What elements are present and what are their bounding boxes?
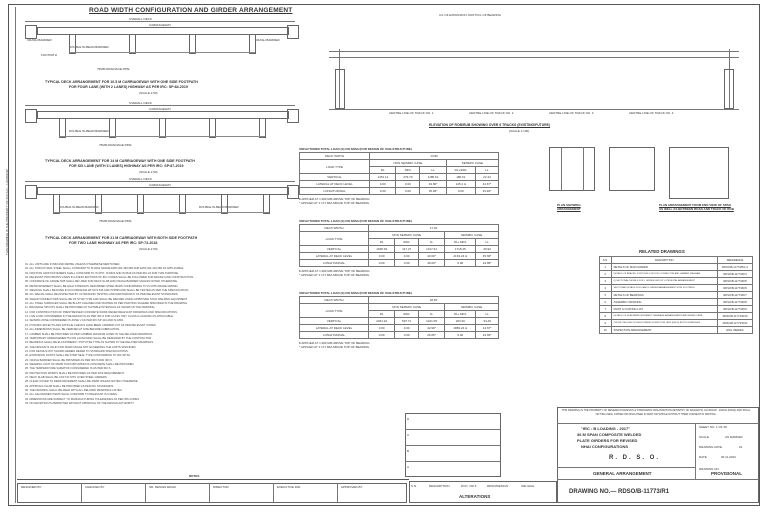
alterations-label: ALTERATIONS: [459, 494, 491, 499]
drawing-sheet: THIS DRAWING IS THE PROPERTY OF R.D.S.O. - LUCKNOW ROAD WIDTH CONFIGURATION AND GIRDER ARRANGEMENT OVERALL DECK CRASH BARRIER CRASH BARRIER CARRIAGEWAY DOUBLE W-BEAM BARRIER FOOTPATH 75MM DRAINAGE PIPE TYPICAL DECK ARRANGEMENT FOR 10.5 M CARRIAGEWAY WITH ONE SIDE FOOTPATH FOR FOUR LANE (WITH 2 LANES) HIGHWAY AS PER IRC: SP:84-2019 (SCALE 1:50) OVERALL DECK CARRIAGEWAY DOUBLE W-BEAM BARRIER 75MM DRAINAGE PIPE TYPICAL DECK ARRANGEMENT FOR 14 M CARRIAGEWAY WITH ONE SIDE FOOTPATH FOR SIX LANE (WITH 3 LANES) HIGHWAY AS PER IRC: SP:87-2019 (SCALE 1:50) OVERALL DECK CARRIAGEWAY DOUBLE W-BEAM BARRIER DOUBLE W-BEAM BARRIER 75MM DRAINAGE PIPE TYPICAL DECK ARRANGEMENT FOR 21 M CARRIAGEWAY WITH BOTH SIDE FOOTPATH FOR TWO LANE HIGHWAY AS PER IRC: SP:73-2018 (SCALE 1:50) C/L OF EXPANSION JOINT/C/L OF BEARING CENTRE LINE OF TRACK NO. 1 CENTRE LINE OF TRACK NO. 2 CENTRE LINE OF TRACK NO. 3 CENTRE LINE OF TRACK NO. 4 ELEVATION OF ROB/RUB SHOWING OVER 6 TRACKS (EXISTING/FUTURE) (SCALE 1:100) UNFACTORED TOTAL LOAD (S) ON SPAN (FOR DESIGN OF SUB-STRUCTURE) DECK WIDTH 13.80 LOAD TYPE NON SEISMIC CASE SEISMIC CASE DL SIDL LL DL+SIDL LL VERTICAL 1451.11 279.79 1185.61 186.61 22.44 LATERAL AT DECK LEVEL 0.00 0.00 43.60* 145.2 & 44.67* LONGITUDINAL 0.00 0.00 35.92* 0.00 23.94* $ APPLIED AT 1.960 MM ABOVE TOP OF BEARING * APPLIED AT 1.171 MM ABOVE TOP OF BEARING UNFACTORED TOTAL LOAD (S) ON SPAN (FOR DESIGN OF SUB-STRUCTURE) DECK WIDTH 17.30 LOAD TYPE NON SEISMIC CASE SEISMIC CASE DL SIDL LL DL+SIDL LL VERTICAL 1938.49 417.27 1317.61 1718.45 29.92 LATERAL AT DECK LEVEL 0.00 0.00 43.60* 2163.24 & 45.66* LONGITUDINAL 0.00 0.00 46.60* 0.00 24.86* $ APPLIED AT 1.960 MM ABOVE TOP OF BEARING * APPLIED AT 1.171 MM ABOVE TOP OF BEARING UNFACTORED TOTAL LOAD (S) ON SPAN (FOR DESIGN OF SUB-STRUCTURE) DECK WIDTH 18.50 LOAD TYPE NON SEISMIC CASE SEISMIC CASE DL SIDL LL DL+SIDL LL VERTICAL 2461.91 597.71 1241.05 183.30 34.49 LATERAL AT DECK LEVEL 0.00 0.00 42.99* 1883.24 & 44.67* LONGITUDINAL 0.00 0.00 26.66* 0.00 24.66* $ APPLIED AT 1.960 MM ABOVE TOP OF BEARING * APPLIED AT 1.171 MM ABOVE TOP OF BEARING PLAN SHOWING ARRANGEMENT PLAN ARRANGEMENT FROM END VIEW OF SPAN AS WELL AS BETWEEN ROAD AND TRACK OF ROB RELATED DRAWINGS S.N. DESCRIPTION REFERENCE 1 DETAILS OF MAIN GIRDER RDSO/B-11773/R/1-3 2 DETAILS OF BRACED JOINT (FIELD SPLICE) CONNECTOR AND CAMBER DIAGRAM RDSO/B-11773/R/4 3 (I) SECTIONAL DETAILS FOR I- GIRDER LAYOUT & PEDESTAL ARRANGEMENT RDSO/B-11773/R/5 4 SECTIONAL DETAILS FOR 4 AND 6 GIRDER ARRANGEMENT WITH FOOTPATH RDSO/B-11773/R/6 5 DETAILS OF BEARINGS RDSO/B-11773/R/7 6 ASSEMBLY DRAWING RDSO/B-11773/R/8 7 PAINT & COATING LIST RDSO/B-11773/R/9 8 DETAILS OF SLAB REINFORCEMENT, DRAINAGE ARRANGEMENT AND RAISED KERB RDSO/B-11773/R/10 9 CROSS TIES USE OF HIGH STRENGTH FRICTION GRIP (HSFG) BOLTS IN BRIDGES RDSO/B-11773/R/11 10 INSPECTION ARRANGEMENT ENG./SERIES 01. ALL UNITS ARE IN MM AND METRE UNLESS OTHERWISE MENTIONED. 02. ALL STRUCTURAL STEEL SHALL CONFORM TO IS:2062 GRADE E350 (FE 490) BR AND E250 (FE 410) BR AS APPLICABLE. 03. FRICTION GRIP FASTENERS SHALL CONFORM TO IS:3757, IS:6623 AND IS:6649 AS PER IRC:24 FOR THIS PURPOSE. 04. RELEVANT PROVISIONS GIVEN IN LATEST EDITIONS OF IRC CODES SHALL BE FOLLOWED FOR DESIGN AND CONSTRUCTION. 05. CONCRETE OF GRADE M35 SHALL BE USED FOR DECK SLAB AND CRASH BARRIER UNLESS NOTED OTHERWISE. 06. REINFORCEMENT SHALL BE HIGH STRENGTH DEFORMED STEEL BARS CONFORMING TO IS:1786 GRADE FE500D. 07. WELDING SHALL BE DONE IN ACCORDANCE WITH IS:816 AND IS:9595 AND SHALL BE TESTED AS PER THE SPECIFICATION. 08. ALL WELDS SHALL BE INSPECTED BY ULTRASONIC TESTING AND RADIOGRAPHY AS PER RELEVANT STANDARDS. 09. SHEAR CONNECTORS SHALL BE OF STUD TYPE AND SHALL BE WELDED USING APPROVED STUD WELDING EQUIPMENT. 10. ALL STEEL SURFACES SHALL BE BLAST CLEANED AND PAINTED AS PER PAINTING SCHEME SPECIFIED IN THE DRAWING. 11. DRAINAGE SPOUTS SHALL BE PROVIDED AT SUITABLE INTERVALS AS SHOWN IN THE DRAWING. 12. FOR CONSTRUCTION OF PRESTRESSED CONCRETE WORK REFER RELEVANT DRAWINGS AND SPECIFICATIONS. 13. LIVE LOAD CONSIDERED IN THE DESIGN IS AS PER IRC:6 FOR CLASS 70R / CLASS A LOADING AS APPLICABLE. 14. SEISMIC ZONE CONSIDERED IS ZONE V AS PER IRC:SP:114 AND IS:1893. 15. DYNAMIC EFFECTS AND FATIGUE CHECKS HAVE BEEN CARRIED OUT AS PER RELEVANT CODES. 16. ALL DIMENSIONS SHALL BE VERIFIED AT SITE BEFORE FABRICATION. 17. CAMBER SHALL BE PROVIDED AS PER CAMBER DIAGRAM GIVEN IN THE RELATED DRAWINGS. 18. TEMPORARY ARRANGEMENTS FOR LAUNCHING SHALL BE DESIGNED BY THE CONTRACTOR. 19. BEARINGS SHALL BE ELASTOMERIC / POT-PTFE TYPE AS SHOWN IN THE RELATED DRAWINGS. 20. THE DESIGN IS VALID FOR SKEW ANGLE NOT EXCEEDING THE LIMITS SPECIFIED. 21. FOR DETAILS NOT SHOWN HEREIN REFER TO STANDARD SPECIFICATIONS. 22. EXPANSION JOINTS SHALL BE STRIP SEAL TYPE CONFORMING TO IRC:SP:69. 23. CRASH BARRIER SHALL BE PROVIDED AS PER IRC:5 AND IRC:6. 24. WEARING COAT OF 65MM THICK BITUMINOUS CONCRETE SHALL BE PROVIDED. 25. THE TEMPERATURE VARIATION CONSIDERED IS AS PER IRC:6. 26. PROTECTION WORKS SHALL BE PROVIDED AS PER SITE REQUIREMENT. 27. DECK SLAB SHALL BE CAST IN SITU OVER STEEL GIRDERS. 28. CLEAR COVER TO REINFORCEMENT SHALL BE 40MM UNLESS NOTED OTHERWISE. 29. APPROACH SLAB SHALL BE PROVIDED AS PER IRC STANDARDS. 30. THE DRAWING SHALL BE READ WITH ALL RELATED DRAWINGS LISTED. 31. ALL GALVANISED ITEMS SHALL CONFORM TO RELEVANT IS CODES. 32. DIMENSIONS ARE SUBJECT TO MANUFACTURING TOLERANCES AS PER IRS CODES. 33. NO DEVIATION IS PERMITTED WITHOUT APPROVAL OF THE DESIGN AUTHORITY. D C B A NOTES DESIGNED BY CHECKED BY SR. DESIGN ENGR DIRECTOR EXECUTIVE DIR. APPROVED BY S.N. DESCRIPTION DOC. OR Z RDSO/DESIGN CRL/HAG ALTERATIONS THIS DRAWING IS THE PROPERTY OF RESEARCH DESIGNS & STANDARDS ORGANISATION (MINISTRY OF RAILWAYS) LUCKNOW - 226011 (INDIA) AND SHALL NOT BE USED, COPIED OR DISCLOSED IN PART OR WHOLE WITHOUT THEIR CONSENT IN WRITING. "IRC : B LOADING - 2017" 36 M SPAN COMPOSITE WELDED PLATE GIRDERS FOR REVISED NHAI CONFIGURATIONS SHEET NO. 1 OF 28 SCALE AS MARKED DRAWING DATE 01 DATE 30.11.2023 R. D. S. O. DRAWING NO. PROVISIONAL GENERAL ARRANGEMENT DRAWING NO.— RDSO/B-11773/R1: [8, 4, 760, 506]
disclaimer: THIS DRAWING IS THE PROPERTY OF RESEARCH DESIGNS & STANDARDS ORGANISATION (MINISTRY OF RAILWAYS) LUCKNOW - 226011 (INDIA) AND SHALL NOT BE USED, COPIED OR DISCLOSED IN PART OR WHOLE WITHOUT THEIR CONSENT IN WRITING.: [561, 409, 751, 416]
drawing-number: DRAWING NO.— RDSO/B-11773/R1: [569, 489, 670, 495]
section-2-title: TYPICAL DECK ARRANGEMENT FOR 14 M CARRIAGEWAY WITH ONE SIDE FOOTPATH: [45, 159, 195, 163]
org-name: R. D. S. O.: [609, 455, 661, 461]
elevation-title: ELEVATION OF ROB/RUB SHOWING OVER 6 TRACKS (EXISTING/FUTURE): [429, 123, 550, 127]
main-title: ROAD WIDTH CONFIGURATION AND GIRDER ARRANGEMENT: [89, 7, 293, 14]
related-title: RELATED DRAWINGS: [639, 249, 685, 254]
section-1-title: TYPICAL DECK ARRANGEMENT FOR 10.5 M CARRIAGEWAY WITH ONE SIDE FOOTPATH: [45, 80, 198, 84]
section-3-title: TYPICAL DECK ARRANGEMENT FOR 21 M CARRIAGEWAY WITH BOTH SIDE FOOTPATH: [45, 236, 198, 240]
left-margin-line: [15, 7, 16, 503]
left-margin-text: THIS DRAWING IS THE PROPERTY OF R.D.S.O. - LUCKNOW: [5, 169, 9, 255]
general-notes: 01. ALL UNITS ARE IN MM AND METRE UNLESS OTHERWISE MENTIONED. 02. ALL STRUCTURAL STEEL SHALL CONFORM TO IS:2062 GRADE E350 (FE 490) BR AND E250 (FE 410) BR AS APPLICABLE. 03. FRICTION GRIP FASTENERS SHALL CONFORM TO IS:3757, IS:6623 AND IS:6649 AS PER IRC:24 FOR THIS PURPOSE. 04. RELEVANT PROVISIONS GIVEN IN LATEST EDITIONS OF IRC CODES SHALL BE FOLLOWED FOR DESIGN AND CONSTRUCTION. 05. CONCRETE OF GRADE M35 SHALL BE USED FOR DECK SLAB AND CRASH BARRIER UNLESS NOTED OTHERWISE. 06. REINFORCEMENT SHALL BE HIGH STRENGTH DEFORMED STEEL BARS CONFORMING TO IS:1786 GRADE FE500D. 07. WELDING SHALL BE DONE IN ACCORDANCE WITH IS:816 AND IS:9595 AND SHALL BE TESTED AS PER THE SPECIFICATION. 08. ALL WELDS SHALL BE INSPECTED BY ULTRASONIC TESTING AND RADIOGRAPHY AS PER RELEVANT STANDARDS. 09. SHEAR CONNECTORS SHALL BE OF STUD TYPE AND SHALL BE WELDED USING APPROVED STUD WELDING EQUIPMENT. 10. ALL STEEL SURFACES SHALL BE BLAST CLEANED AND PAINTED AS PER PAINTING SCHEME SPECIFIED IN THE DRAWING. 11. DRAINAGE SPOUTS SHALL BE PROVIDED AT SUITABLE INTERVALS AS SHOWN IN THE DRAWING. 12. FOR CONSTRUCTION OF PRESTRESSED CONCRETE WORK REFER RELEVANT DRAWINGS AND SPECIFICATIONS. 13. LIVE LOAD CONSIDERED IN THE DESIGN IS AS PER IRC:6 FOR CLASS 70R / CLASS A LOADING AS APPLICABLE. 14. SEISMIC ZONE CONSIDERED IS ZONE V AS PER IRC:SP:114 AND IS:1893. 15. DYNAMIC EFFECTS AND FATIGUE CHECKS HAVE BEEN CARRIED OUT AS PER RELEVANT CODES. 16. ALL DIMENSIONS SHALL BE VERIFIED AT SITE BEFORE FABRICATION. 17. CAMBER SHALL BE PROVIDED AS PER CAMBER DIAGRAM GIVEN IN THE RELATED DRAWINGS. 18. TEMPORARY ARRANGEMENTS FOR LAUNCHING SHALL BE DESIGNED BY THE CONTRACTOR. 19. BEARINGS SHALL BE ELASTOMERIC / POT-PTFE TYPE AS SHOWN IN THE RELATED DRAWINGS. 20. THE DESIGN IS VALID FOR SKEW ANGLE NOT EXCEEDING THE LIMITS SPECIFIED. 21. FOR DETAILS NOT SHOWN HEREIN REFER TO STANDARD SPECIFICATIONS. 22. EXPANSION JOINTS SHALL BE STRIP SEAL TYPE CONFORMING TO IRC:SP:69. 23. CRASH BARRIER SHALL BE PROVIDED AS PER IRC:5 AND IRC:6. 24. WEARING COAT OF 65MM THICK BITUMINOUS CONCRETE SHALL BE PROVIDED. 25. THE TEMPERATURE VARIATION CONSIDERED IS AS PER IRC:6. 26. PROTECTION WORKS SHALL BE PROVIDED AS PER SITE REQUIREMENT. 27. DECK SLAB SHALL BE CAST IN SITU OVER STEEL GIRDERS. 28. CLEAR COVER TO REINFORCEMENT SHALL BE 40MM UNLESS NOTED OTHERWISE. 29. APPROACH SLAB SHALL BE PROVIDED AS PER IRC STANDARDS. 30. THE DRAWING SHALL BE READ WITH ALL RELATED DRAWINGS LISTED. 31. ALL GALVANISED ITEMS SHALL CONFORM TO RELEVANT IS CODES. 32. DIMENSIONS ARE SUBJECT TO MANUFACTURING TOLERANCES AS PER IRS CODES. 33. NO DEVIATION IS PERMITTED WITHOUT APPROVAL OF THE DESIGN AUTHORITY.: [25, 263, 194, 405]
